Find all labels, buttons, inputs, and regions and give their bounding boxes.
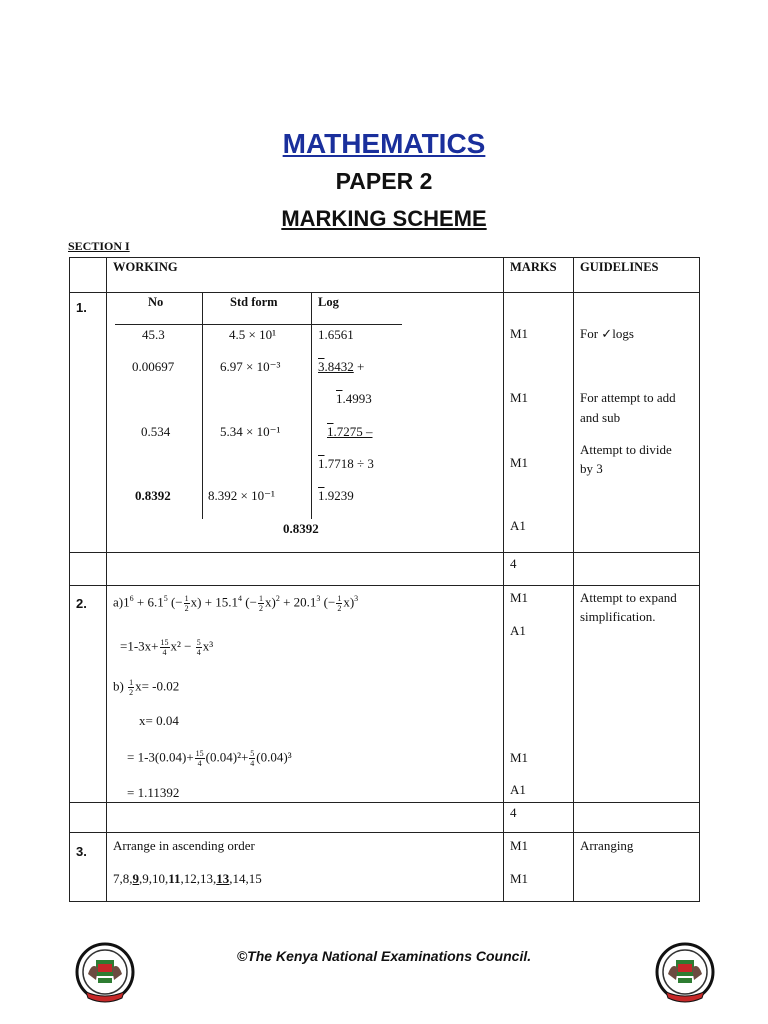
subhead-no: No <box>148 295 164 309</box>
expansion-line: $a)1^6 + 6.1^5$ (− $\frac{1}{2}$ $x) + 15.1^4$ (− $\frac{1}{2}$ $x)^2 + 20.1^3$ (− $\frac{1}{2}$ x)$^3$ <box>113 594 359 613</box>
guideline: For attempt to add <box>580 390 676 405</box>
std-value: 4.5 × 10¹ <box>229 327 276 342</box>
col-guidelines: GUIDELINES <box>580 260 659 274</box>
mark: A1 <box>510 623 526 638</box>
no-value: 45.3 <box>142 327 165 342</box>
mark: M1 <box>510 326 529 341</box>
guideline: simplification. <box>580 609 656 624</box>
guideline: Arranging <box>580 838 634 853</box>
std-value: 5.34 × 10⁻¹ <box>220 424 281 439</box>
result: = 1.11392 <box>127 785 180 800</box>
log-value: 1.7718 ÷ 3 <box>318 456 374 471</box>
footer-copyright: ©The Kenya National Examinations Council. <box>236 948 532 964</box>
scheme-title: MARKING SCHEME <box>281 206 487 231</box>
page-title: MATHEMATICS <box>282 128 486 159</box>
knec-logo-right <box>654 940 716 1010</box>
sequence: 7,8,9,9,10,11,12,13,13,14,15 <box>113 871 262 886</box>
guideline: For ✓logs <box>580 326 634 341</box>
guideline: Attempt to expand <box>580 590 677 605</box>
std-value: 6.97 × 10⁻³ <box>220 359 281 374</box>
guideline: Attempt to divide <box>580 442 672 457</box>
mark: M1 <box>510 838 529 853</box>
paper-title: PAPER 2 <box>335 168 433 194</box>
mark: A1 <box>510 782 526 797</box>
total-marks: 4 <box>510 805 517 820</box>
simplified-line: =1-3x+ $\frac{15}{4}$ x² − $\frac{5}{4}$ x³ <box>120 638 214 657</box>
answer: 0.8392 <box>283 521 319 536</box>
section-label: SECTION I <box>68 239 130 253</box>
log-value: 1.9239 <box>318 488 354 503</box>
log-value: 1.6561 <box>318 327 354 342</box>
subhead-std: Std form <box>230 295 278 309</box>
log-value: 1.4993 <box>336 391 372 406</box>
subhead-log: Log <box>318 295 339 309</box>
mark: A1 <box>510 518 526 533</box>
x-value: x= 0.04 <box>139 713 179 728</box>
log-value: 1.7275 – <box>327 424 373 439</box>
no-value: 0.534 <box>141 424 171 439</box>
col-marks: MARKS <box>510 260 557 274</box>
mark: M1 <box>510 590 529 605</box>
mark: M1 <box>510 871 529 886</box>
std-value: 8.392 × 10⁻¹ <box>208 488 275 503</box>
total-marks: 4 <box>510 556 517 571</box>
instruction: Arrange in ascending order <box>113 838 255 853</box>
question-number: 3. <box>76 844 87 859</box>
question-number: 2. <box>76 596 87 611</box>
mark: M1 <box>510 750 529 765</box>
guideline: and sub <box>580 410 621 425</box>
knec-logo-left <box>74 940 136 1010</box>
mark: M1 <box>510 390 529 405</box>
no-value: 0.8392 <box>135 488 171 503</box>
question-number: 1. <box>76 300 87 315</box>
col-working: WORKING <box>113 260 178 274</box>
log-value: 3.8432 + <box>318 359 365 374</box>
part-b-line: b) $\frac{1}{2}$ x= -0.02 <box>113 678 180 697</box>
mark: M1 <box>510 455 529 470</box>
no-value: 0.00697 <box>132 359 175 374</box>
guideline: by 3 <box>580 461 603 476</box>
substitution-line: = 1-3(0.04)+ $\frac{15}{4}$ (0.04)²+ $\frac{5}{4}$ (0.04)³ <box>127 749 292 768</box>
